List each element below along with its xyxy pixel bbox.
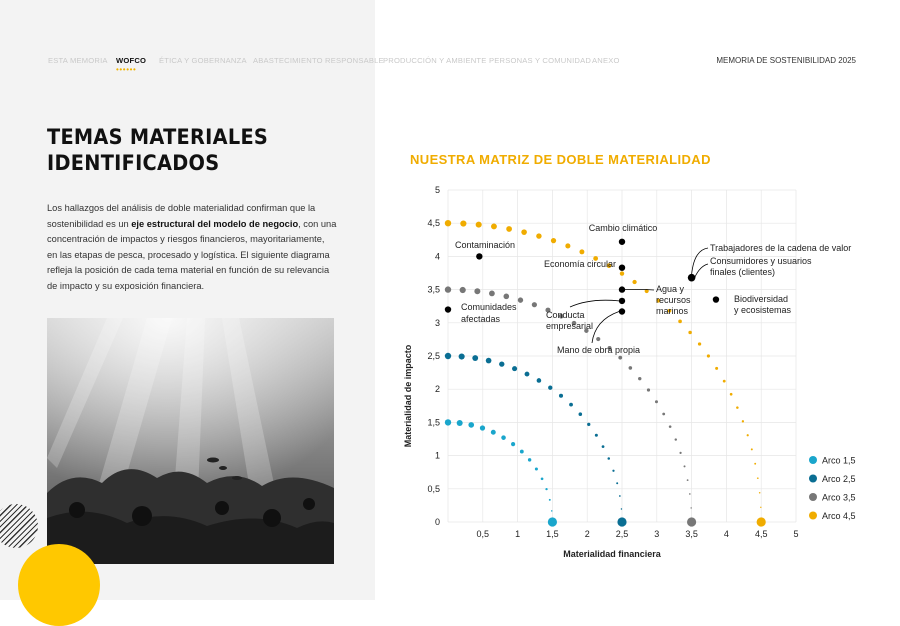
material-topic-label: Biodiversidad (734, 294, 789, 304)
label-leader-line (592, 312, 619, 343)
x-axis-label: Materialidad financiera (563, 549, 661, 559)
arc-dot (675, 438, 677, 440)
arc-dot (460, 220, 466, 226)
page-title-line-1: TEMAS MATERIALES (47, 125, 269, 149)
arc-dot (669, 425, 672, 428)
material-topic-label: Conducta (546, 310, 585, 320)
material-topic-label: finales (clientes) (710, 267, 776, 277)
arc-dot (632, 280, 636, 284)
arc-dot (511, 442, 515, 446)
report-title: MEMORIA DE SOSTENIBILIDAD 2025 (716, 56, 856, 65)
arc-dot (698, 342, 701, 345)
arc-endpoint-dot (757, 517, 766, 526)
nav-item-abastecimiento[interactable]: ABASTECIMIENTO RESPONSABLE (253, 56, 384, 65)
arc-dot (528, 458, 531, 461)
arc-dot (489, 291, 495, 297)
y-tick-label: 5 (434, 185, 440, 195)
arc-dot (491, 223, 497, 229)
material-topic-label: Consumidores y usuarios (710, 256, 812, 266)
arc-dot (629, 366, 633, 370)
arc-dot (587, 423, 590, 426)
y-tick-label: 0 (434, 517, 440, 527)
material-topic-point (619, 286, 625, 292)
arc-dot (486, 358, 492, 364)
arc-dot (679, 452, 681, 454)
arc-dot (579, 249, 584, 254)
arc-dot (754, 463, 756, 465)
arc-dot (480, 425, 485, 430)
material-topic-label: Economía circular (543, 259, 616, 269)
page-title-line-2: IDENTIFICADOS (47, 151, 220, 175)
arc-dot (715, 367, 718, 370)
arc-dot (730, 393, 733, 396)
nav-item-esta-memoria[interactable]: ESTA MEMORIA (48, 56, 108, 65)
arc-dot (472, 355, 478, 361)
arc-dot (536, 233, 541, 238)
label-leader-line (692, 248, 708, 275)
arc-dot (690, 507, 691, 508)
x-tick-label: 3,5 (685, 529, 698, 539)
nav-item-produccion-ambiente[interactable]: PRODUCCIÓN Y AMBIENTE (383, 56, 487, 65)
arc-dot (549, 499, 551, 501)
arc-dot (537, 378, 542, 383)
legend-label: Arco 4,5 (822, 511, 856, 521)
arc-endpoint-dot (548, 517, 557, 526)
material-topic-label: empresarial (546, 321, 594, 331)
arc-dot (620, 271, 624, 275)
active-nav-indicator: •••••• (116, 65, 137, 74)
material-topic-label: Cambio climático (588, 223, 658, 233)
arc-dot (559, 394, 563, 398)
arc-dot (647, 388, 650, 391)
y-tick-label: 4,5 (427, 218, 440, 229)
legend-label: Arco 2,5 (822, 474, 856, 484)
x-tick-label: 3 (654, 529, 660, 539)
arc-dot (688, 331, 691, 334)
y-axis-label: Materialidad de impacto (403, 344, 413, 448)
arc-dot (532, 302, 537, 307)
label-leader-line (695, 264, 708, 278)
arc-dot (445, 220, 451, 226)
y-tick-label: 1 (434, 450, 440, 461)
arc-dot (521, 229, 527, 235)
arc-dot (616, 482, 618, 484)
y-tick-label: 4 (434, 251, 440, 262)
y-tick-label: 2,5 (427, 351, 440, 361)
arc-dot (445, 353, 451, 359)
arc-dot (468, 422, 474, 428)
arc-dot (459, 353, 465, 359)
chart-annotations (445, 223, 851, 355)
arc-dot (579, 412, 583, 416)
material-topic-point (713, 296, 719, 302)
legend-label: Arco 1,5 (822, 455, 856, 466)
chart-legend (809, 456, 856, 522)
x-tick-label: 4 (723, 529, 729, 539)
material-topic-point (476, 253, 482, 259)
arc-dot (602, 445, 605, 448)
material-topic-point (445, 306, 451, 312)
y-tick-label: 0,5 (427, 483, 440, 494)
arc-dot (723, 380, 726, 383)
arc-dot (457, 420, 463, 426)
arc-dot (759, 492, 761, 494)
arc-dot (662, 413, 665, 416)
arc-dot (548, 386, 552, 390)
legend-marker (809, 475, 817, 483)
intro-highlight: eje estructural del modelo de negocio (131, 218, 299, 229)
arc-endpoint-dot (687, 517, 696, 526)
legend-marker (809, 493, 817, 501)
intro-text-end: , con una concentración de impactos y riesgos financieros, mayoritariamente, en las etapas de pesca, procesado y logística. El siguiente diagrama refleja la posición de cada tema material en función de su relevancia de impacto y su exposición financiera. (47, 218, 337, 291)
chart-title: NUESTRA MATRIZ DE DOBLE MATERIALIDAD (410, 152, 711, 167)
arc-dot (506, 226, 512, 232)
arc-dot (684, 465, 686, 467)
arc-dot (460, 287, 466, 293)
arc-dot (476, 222, 482, 228)
arc-dot (747, 434, 749, 436)
arc-dot (742, 420, 744, 422)
arc-dot (503, 294, 509, 300)
arc-dot (551, 238, 556, 243)
arc-dot (541, 477, 544, 480)
arc-dot (619, 495, 621, 497)
material-topic-point (619, 308, 625, 314)
arc-dot (678, 320, 682, 324)
legend-marker (809, 456, 817, 464)
arc-dot (757, 477, 759, 479)
arc-dot (499, 361, 504, 366)
arc-dot (545, 488, 547, 490)
x-tick-label: 5 (793, 529, 799, 539)
nav-item-etica-gobernanza[interactable]: ÉTICA Y GOBERNANZA (159, 56, 247, 65)
material-topic-label: Agua y (656, 284, 685, 294)
x-tick-label: 2 (584, 529, 590, 539)
material-topic-point (619, 298, 625, 304)
arc-dot (689, 493, 691, 495)
arc-dot (751, 448, 753, 450)
arc-dot (535, 467, 538, 470)
intro-text-start: Los hallazgos del análisis de doble materialidad confirman que la sostenibilidad es un (47, 203, 316, 229)
y-tick-label: 1,5 (427, 417, 440, 428)
material-topic-label: Trabajadores de la cadena de valor (710, 243, 852, 253)
x-tick-label: 1 (515, 529, 521, 539)
x-tick-label: 0,5 (476, 529, 490, 539)
arc-endpoint-dot (617, 517, 626, 526)
y-tick-label: 3,5 (427, 284, 440, 295)
arc-dot (474, 288, 480, 294)
arc-dot (621, 508, 622, 509)
arc-dot (569, 403, 573, 407)
arc-dot (501, 435, 506, 440)
nav-item-personas-comunidad[interactable]: PERSONAS Y COMUNIDAD (489, 56, 592, 65)
arc-dot (520, 450, 524, 454)
nav-item-wofco[interactable]: WOFCO (116, 56, 147, 65)
arc-dot (608, 457, 611, 460)
arc-dot (736, 406, 739, 409)
material-topic-point (619, 239, 625, 245)
arc-dot (551, 510, 553, 512)
arc-dot (565, 243, 570, 248)
material-topic-point (619, 264, 625, 270)
material-topic-label: Mano de obra propia (557, 345, 641, 355)
arc-dot (491, 430, 496, 435)
x-tick-label: 4,5 (754, 529, 768, 539)
arc-dot (525, 372, 530, 377)
material-topic-label: Contaminación (455, 240, 516, 250)
arc-dot (596, 337, 600, 341)
arc-dot (687, 479, 689, 481)
material-topic-label: recursos (656, 295, 691, 305)
arc-dot (707, 354, 710, 357)
arc-dot (655, 400, 658, 403)
x-tick-label: 1,5 (546, 529, 559, 539)
legend-label: Arco 3,5 (822, 492, 856, 503)
legend-marker (809, 512, 817, 520)
y-tick-label: 3 (434, 317, 440, 328)
material-topic-label: afectadas (461, 314, 501, 324)
arc-dot (760, 507, 761, 508)
arc-dot (518, 297, 523, 302)
arc-dot (618, 356, 622, 360)
material-topic-label: marinos (656, 306, 689, 316)
material-topic-label: y ecosistemas (734, 305, 792, 315)
arc-dot (638, 377, 641, 380)
arc-dot (445, 419, 451, 425)
arc-dot (595, 434, 598, 437)
arc-dot (612, 470, 614, 472)
y-tick-label: 2 (434, 384, 440, 395)
material-topic-point (688, 274, 696, 282)
nav-item-anexo[interactable]: ANEXO (592, 56, 620, 65)
material-topic-label: Comunidades (461, 302, 517, 312)
arc-dot (445, 286, 451, 292)
arc-dot (512, 366, 517, 371)
label-leader-line (570, 300, 619, 307)
x-tick-label: 2,5 (615, 529, 629, 539)
